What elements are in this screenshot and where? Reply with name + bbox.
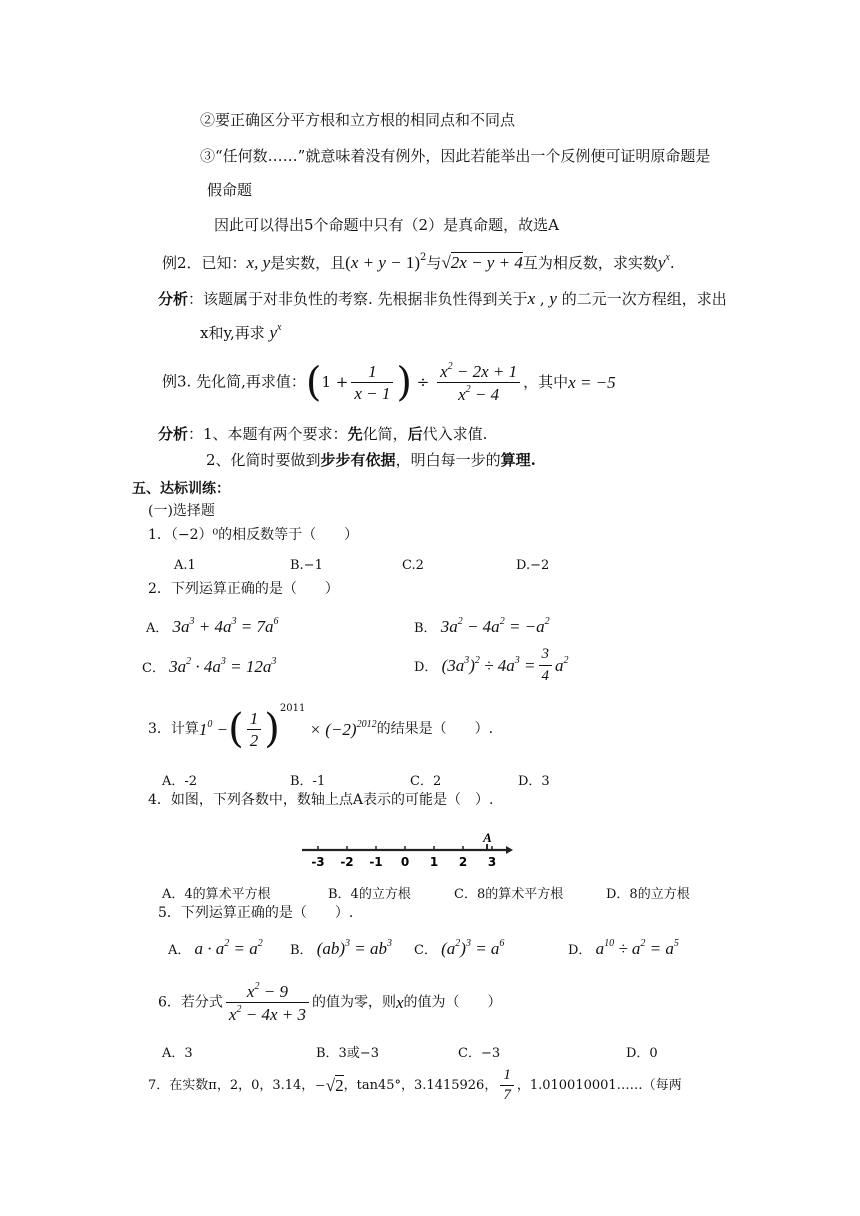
q2-option-d[interactable]: D． $(3a^3)^2 \div 4a^3$ = $\frac{3}{4}$ $a^2$ [414,646,569,684]
q1-option-d[interactable]: D.−2 [516,558,550,573]
q5-stem: 5．下列运算正确的是（ ）. [158,905,354,921]
number-line-tick-label: 3 [487,855,497,869]
note-2: ②要正确区分平方根和立方根的相同点和不同点 [200,111,516,129]
number-line-tick-label: -2 [340,855,354,869]
q2-option-c[interactable]: C． $3a^2 \cdot 4a^3 = 12a^3$ [142,656,277,676]
section-subtitle: (一)选择题 [148,503,215,519]
q4-option-d[interactable]: D．8的立方根 [606,887,690,902]
q6-option-a[interactable]: A．3 [162,1046,193,1061]
q3-option-b[interactable]: B．-1 [290,774,326,789]
q5-option-b[interactable]: B． $(ab)^3 = ab^3$ [290,938,393,958]
q4-stem: 4．如图，下列各数中，数轴上点A表示的可能是（ ）. [148,792,494,808]
q4-option-b[interactable]: B．4的立方根 [328,887,411,902]
q3-option-d[interactable]: D．3 [518,774,550,789]
number-line-tick-label: -3 [311,855,325,869]
number-line-figure [298,826,518,870]
q1-option-b[interactable]: B.−1 [290,558,323,573]
q1-option-c[interactable]: C.2 [402,558,424,573]
q6-option-d[interactable]: D．0 [626,1046,658,1061]
q2-option-a[interactable]: A． $3a^3 + 4a^3 = 7a^6$ [146,616,279,636]
q4-option-a[interactable]: A．4的算术平方根 [162,887,271,902]
q1-option-a[interactable]: A.1 [174,558,196,573]
q1-stem: 1．（−2）⁰的相反数等于（ ） [148,527,359,543]
q4-option-c[interactable]: C．8的算术平方根 [454,887,564,902]
example-3-analysis-1: 分析：1、本题有两个要求：先化简，后代入求值. [158,425,488,443]
q2-stem: 2．下列运算正确的是（ ） [148,581,339,597]
example-3-analysis-2: 2、化简时要做到步步有依据，明白每一步的算理. [206,451,536,469]
section-title: 五、达标训练： [132,481,230,497]
example-2: 例2．已知：x, y是实数，且$(x + y - 1)^2$与√2x − y + 4互为相反数，求实数$y^x$. [162,252,675,272]
note-3: ③“任何数……”就意味着没有例外，因此若能举出一个反例便可证明原命题是 [200,147,711,165]
note-3-cont: 假命题 [207,181,253,199]
number-line-tick-label: 0 [400,855,410,869]
q5-option-c[interactable]: C． $(a^2)^3 = a^6$ [414,938,505,958]
number-line-arrow [506,846,513,854]
conclusion: 因此可以得出5个命题中只有（2）是真命题，故选A [214,216,559,234]
example-2-analysis: 分析：该题属于对非负性的考察. 先根据非负性得到关于x , y 的二元一次方程组，求出 [158,289,727,308]
q2-option-b[interactable]: B． $3a^2 - 4a^2 = -a^2$ [414,616,550,636]
number-line-tick-label: -1 [369,855,383,869]
q3-option-c[interactable]: C．2 [410,774,442,789]
q3-stem: 3．计算$1^0$ −( $\frac{1}{2}$ )$^{2011} \times (-2)^{2012}$的结果是（ ）. [148,703,494,752]
q5-option-d[interactable]: D． $a^{10} \div a^2 = a^5$ [568,938,679,958]
number-line-tick-label: 1 [429,855,439,869]
point-a-label: A [483,830,492,845]
example-3: 例3. 先化简,再求值：(1 + $\frac{1}{x - 1}$ ) ÷ $\frac{x^2 - 2x + 1}{x^2 - 4}$ ，其中x = −5 [162,359,616,406]
q7-stem: 7．在实数π，2，0，3.14，−√2，tan45°，3.1415926， $\frac{1}{7}$ ，1.010010001……（每两 [148,1067,682,1103]
q6-stem: 6．若分式 $\frac{x^2 - 9}{x^2 - 4x + 3}$ 的值为零，则x的值为（ ） [158,981,502,1024]
q5-option-a[interactable]: A． $a \cdot a^2 = a^2$ [168,938,263,958]
number-line-tick-label: 2 [458,855,468,869]
q6-option-b[interactable]: B．3或−3 [316,1046,379,1061]
q6-option-c[interactable]: C．−3 [458,1046,501,1061]
q3-option-a[interactable]: A．-2 [162,774,198,789]
example-2-analysis-cont: x和y,再求 $y^x$ [200,322,282,342]
